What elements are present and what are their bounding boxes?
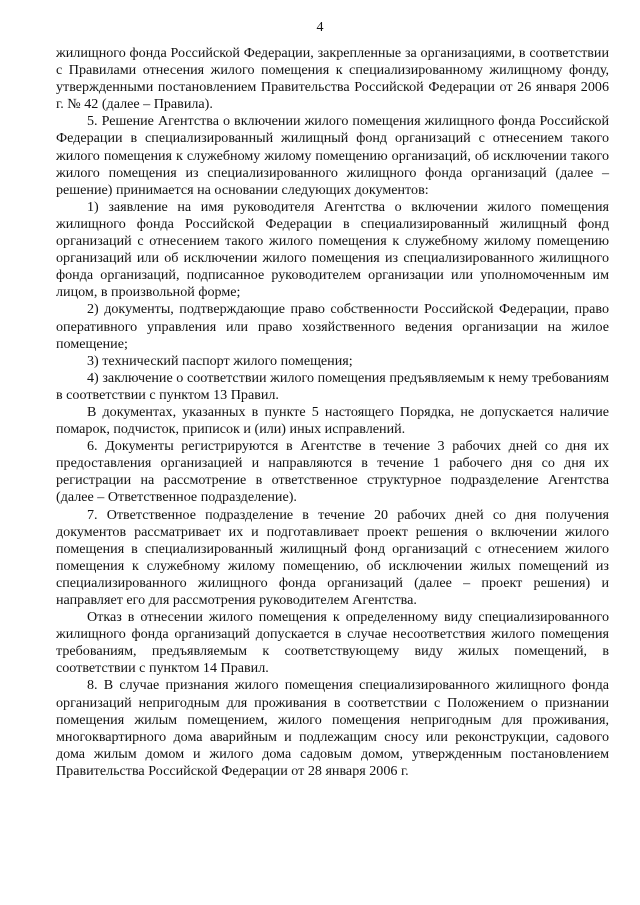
paragraph-subitem-3: 3) технический паспорт жилого помещения; — [87, 352, 353, 369]
paragraph-item-7: 7. Ответственное подразделение в течение 20 рабочих дней со дня получения документов рассматривает их и подготавливает проект решения о включении жилого помещения в специализированный жилищный фонд организаций с отнесением жилого помещения к служебному жилому помещению, об исключении жилых помещений из специализированного жилищного фонда организаций (далее – проект решения) и направляет его для рассмотрения руководителем Агентства. — [56, 506, 609, 608]
paragraph-subitem-2: 2) документы, подтверждающие право собственности Российской Федерации, право оперативного управления или право хозяйственного ведения организации на жилое помещение; — [56, 301, 609, 352]
paragraph-subitem-1: 1) заявление на имя руководителя Агентства о включении жилого помещения жилищного фонда Российской Федерации в специализированный жилищный фонд организаций с отнесением такого жилого помещения к служебному жилому помещению организаций или об исключении жилого помещения из специализированного жилищного фонда организаций, подписанное руководителем организации или уполномоченным им лицом, в произвольной форме; — [56, 198, 609, 301]
page-number: 4 — [316, 20, 324, 35]
paragraph-item-6: 6. Документы регистрируются в Агентстве в течение 3 рабочих дней со дня их предоставления организацией и направляются в течение 1 рабочего дня со дня их регистрации на рассмотрение в ответственное структурное подразделение Агентства (далее – Ответственное подразделение). — [56, 438, 609, 506]
paragraph-item-5: 5. Решение Агентства о включении жилого помещения жилищного фонда Российской Федерации в специализированный жилищный фонд организаций с отнесением такого жилого помещения к служебному жилому помещению организаций, об исключении такого жилого помещения из специализированного жилищного фонда организаций (далее – решение) принимается на основании следующих документов: — [56, 113, 609, 198]
paragraph-item-8: 8. В случае признания жилого помещения специализированного жилищного фонда организаций непригодным для проживания в соответствии с Положением о признании помещения жилым помещением, жилого помещения непригодным для проживания, многоквартирного дома аварийным и подлежащим сносу или реконструкции, садового дома жилым домом и жилого дома садовым домом, утвержденным постановлением Правительства Российской Федерации от 28 января 2006 г. — [56, 677, 609, 779]
paragraph-refusal: Отказ в отнесении жилого помещения к определенному виду специализированного жилищного фонда организаций допускается в случае несоответствия жилого помещения требованиям, предъявляемым к соответствующему виду жилых помещений, в соответствии с пунктом 14 Правил. — [56, 609, 609, 677]
paragraph-subitem-4: 4) заключение о соответствии жилого помещения предъявляемым к нему требованиям в соответствии с пунктом 13 Правил. — [56, 369, 609, 403]
paragraph-continuation: жилищного фонда Российской Федерации, закрепленные за организациями, в соответствии с Правилами отнесения жилого помещения к специализированному жилищному фонду, утвержденными постановлением Правительства Российской Федерации от 26 января 2006 г. № 42 (далее – Правила). — [56, 45, 609, 113]
paragraph-no-corrections: В документах, указанных в пункте 5 настоящего Порядка, не допускается наличие помарок, подчисток, приписок и (или) иных исправлений. — [56, 403, 609, 438]
document-body — [56, 45, 609, 780]
